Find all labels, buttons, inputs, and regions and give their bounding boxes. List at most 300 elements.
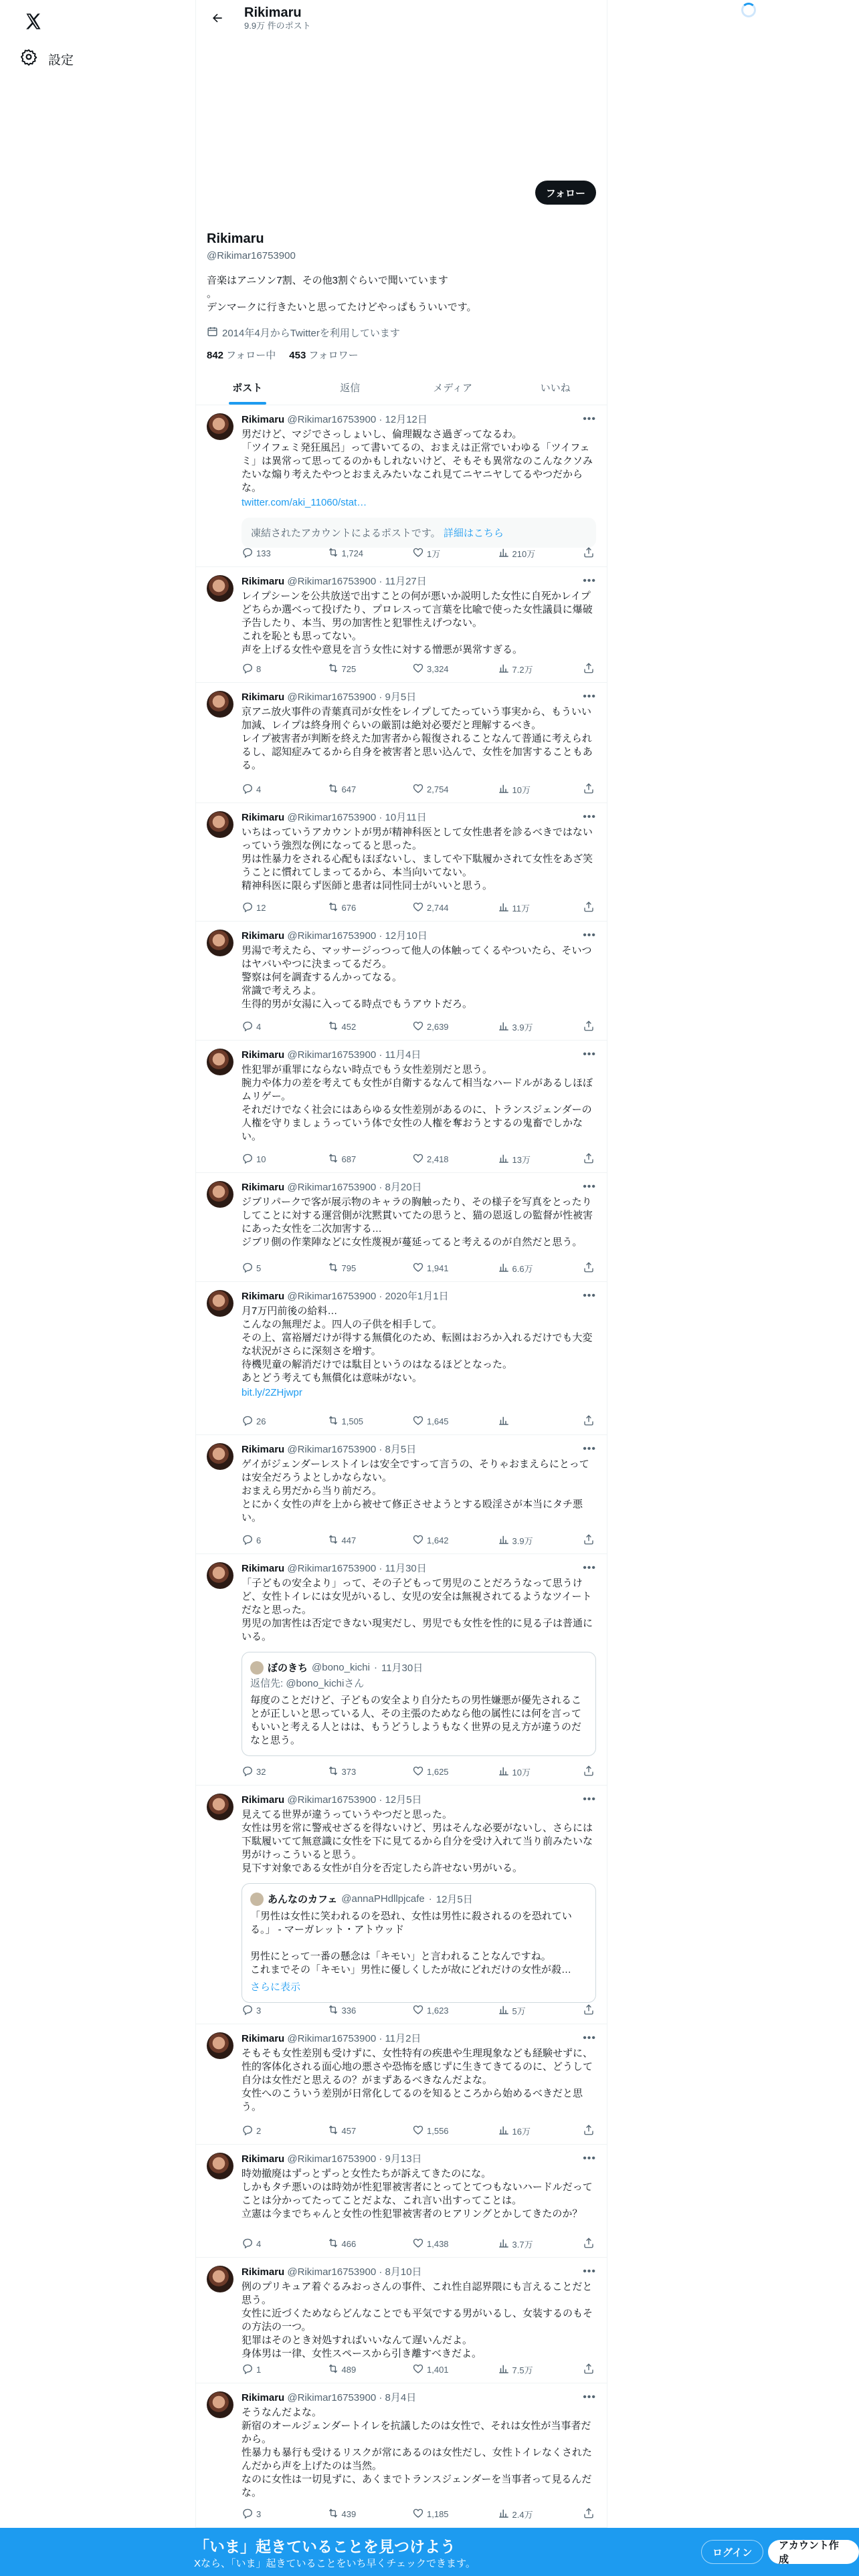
retweet-count: 489 xyxy=(341,2364,357,2375)
share-icon xyxy=(583,2124,595,2138)
share-button[interactable] xyxy=(583,2124,596,2137)
tweet-author-handle[interactable]: @Rikimar16753900 xyxy=(287,2266,377,2278)
like-button[interactable] xyxy=(412,782,490,796)
tweet-body xyxy=(242,1049,596,1144)
more-options-icon[interactable]: ••• xyxy=(583,691,596,702)
more-options-icon[interactable]: ••• xyxy=(583,2153,596,2164)
tweet-actions xyxy=(242,1020,596,1033)
x-logo-icon[interactable] xyxy=(20,8,47,35)
tab-media[interactable]: メディア xyxy=(433,382,473,394)
share-icon xyxy=(583,1533,595,1547)
reply-button[interactable] xyxy=(242,1261,319,1275)
more-options-icon[interactable]: ••• xyxy=(583,575,596,586)
share-icon xyxy=(583,2237,595,2251)
tweet-author-handle[interactable]: @Rikimar16753900 xyxy=(287,1794,377,1806)
tweet[interactable] xyxy=(196,2383,607,2528)
share-button[interactable] xyxy=(583,2004,596,2017)
quote-text: 「男性は女性に笑われるのを恐れ、女性は男性に殺されるのを恐れている。」 - マーガレット・アトウッド 男性にとって一番の懸念は「キモい」と言われることなんですね。 これまでその「キモい」男性に優しくしたが故にどれだけの女性が殺… xyxy=(250,1911,572,1975)
bar-chart-icon xyxy=(498,2363,510,2377)
view-count: 6.6万 xyxy=(512,1263,533,1274)
retweet-button[interactable] xyxy=(327,662,405,675)
views-button[interactable] xyxy=(498,2507,575,2520)
more-options-icon[interactable]: ••• xyxy=(583,1290,596,1301)
retweet-button[interactable] xyxy=(327,2363,405,2376)
tweet-author-name[interactable]: Rikimaru xyxy=(242,2153,285,2165)
heart-icon xyxy=(412,2237,424,2251)
tweet-author-name[interactable]: Rikimaru xyxy=(242,2392,285,2403)
share-button[interactable] xyxy=(583,546,596,560)
more-options-icon[interactable]: ••• xyxy=(583,1049,596,1060)
more-options-icon[interactable]: ••• xyxy=(583,1562,596,1574)
tweet-author-name[interactable]: Rikimaru xyxy=(242,2033,285,2044)
bar-chart-icon xyxy=(498,1765,510,1779)
tweet-author-handle[interactable]: @Rikimar16753900 xyxy=(287,1444,377,1455)
views-button[interactable] xyxy=(498,1414,575,1428)
following-count: 842 xyxy=(207,350,224,361)
share-button[interactable] xyxy=(583,1020,596,1033)
tweet-actions xyxy=(242,2124,596,2137)
retweet-count: 466 xyxy=(341,2238,357,2249)
views-button[interactable] xyxy=(498,1765,575,1778)
more-options-icon[interactable]: ••• xyxy=(583,2266,596,2277)
reply-icon xyxy=(242,2004,254,2018)
tweet-link[interactable]: twitter.com/aki_11060/stat… xyxy=(242,497,367,508)
avatar[interactable] xyxy=(207,930,233,956)
tweet[interactable] xyxy=(196,1173,607,1282)
views-button[interactable] xyxy=(498,2004,575,2017)
share-button[interactable] xyxy=(583,1765,596,1778)
avatar[interactable] xyxy=(207,1181,233,1208)
tweet-body xyxy=(242,1443,596,1525)
retweet-button[interactable] xyxy=(327,2124,405,2137)
tweet-author-name[interactable]: Rikimaru xyxy=(242,1182,285,1193)
retweet-button[interactable] xyxy=(327,1533,405,1547)
loading-spinner-icon xyxy=(741,3,756,17)
view-count: 3.9万 xyxy=(512,1535,533,1546)
retweet-icon xyxy=(327,2363,339,2377)
tweet[interactable] xyxy=(196,2258,607,2383)
retweet-icon xyxy=(327,546,339,560)
reply-button[interactable] xyxy=(242,901,319,914)
retweet-button[interactable] xyxy=(327,1020,405,1033)
tweet-author-handle[interactable]: @Rikimar16753900 xyxy=(287,1049,377,1061)
share-button[interactable] xyxy=(583,782,596,796)
tweet-text: 月7万円前後の給料… こんなの無理だよ。四人の子供を相手して。 その上、富裕層だけが得する無償化のため、転園はおろか入れるだけでも大変な状況がさらに深刻さを増す。 待機児童の解消だけでは駄目というのはなるほどとなった。 あとどう考えても無償化は意味がない。 xyxy=(242,1305,593,1384)
tweet-text: レイプシーンを公共放送で出すことの何が悪いか説明した女性に自死かレイプどちらか選べって投げたり、プロレスって言葉を比喩で使った女性議員に爆破予告したり、本当、男の加害性と犯罪性えげつない。 これを恥とも思ってない。 声を上げる女性や意見を言う女性に対する憎悪が異常すぎる。 xyxy=(242,591,593,655)
reply-icon xyxy=(242,2124,254,2138)
tweet[interactable] xyxy=(196,2024,607,2145)
retweet-button[interactable] xyxy=(327,1261,405,1275)
tweet[interactable] xyxy=(196,683,607,803)
tweet[interactable] xyxy=(196,567,607,683)
view-count: 13万 xyxy=(512,1154,531,1165)
tab-posts[interactable]: ポスト xyxy=(196,370,299,405)
reply-icon xyxy=(242,1533,254,1547)
like-count: 2,754 xyxy=(427,784,449,794)
tweet-actions xyxy=(242,1765,596,1778)
share-icon xyxy=(583,1152,595,1166)
tweet-date[interactable]: 8月20日 xyxy=(385,1182,422,1193)
bar-chart-icon xyxy=(498,1261,510,1275)
retweet-count: 1,724 xyxy=(341,548,364,558)
avatar[interactable] xyxy=(207,413,233,440)
tweet[interactable] xyxy=(196,1435,607,1554)
tab-likes[interactable]: いいね xyxy=(540,382,571,394)
avatar[interactable] xyxy=(207,2391,233,2418)
tweet-author-name[interactable]: Rikimaru xyxy=(242,812,285,823)
like-count: 1,625 xyxy=(427,1766,449,1777)
tweet-date[interactable]: 8月5日 xyxy=(385,1444,417,1455)
bar-chart-icon xyxy=(498,782,510,796)
retweet-icon xyxy=(327,1533,339,1547)
tweet-date[interactable]: 11月30日 xyxy=(385,1563,427,1574)
reply-button[interactable] xyxy=(242,1765,319,1778)
like-button[interactable] xyxy=(412,1261,490,1275)
tweet-header: Rikimaru @Rikimar16753900 · 8月5日 xyxy=(242,1444,417,1455)
tweet-date[interactable]: 8月4日 xyxy=(385,2392,417,2403)
tweet-actions xyxy=(242,662,596,675)
view-count: 10万 xyxy=(512,1767,531,1778)
tweet-text: いちはっていうアカウントが男が精神科医として女性患者を診るべきではないっていう強烈な例になってると思った。 男は性暴力をされる心配もほぼないし、ましてや下駄履かされて女性をあざ笑うことに慣れてしまってるから、本当向いてない。 精神科医に限らず医師と患者は同性同士がいいと思う。 xyxy=(242,827,593,891)
bar-chart-icon xyxy=(498,1533,510,1547)
tweet-date[interactable]: 12月12日 xyxy=(385,414,427,425)
share-button[interactable] xyxy=(583,1533,596,1547)
reply-button[interactable] xyxy=(242,2124,319,2137)
reply-button[interactable] xyxy=(242,2507,319,2520)
avatar[interactable] xyxy=(207,1794,233,1820)
share-button[interactable] xyxy=(583,1261,596,1275)
like-button[interactable] xyxy=(412,2124,490,2137)
avatar[interactable] xyxy=(207,1290,233,1317)
tweet-date[interactable]: 10月11日 xyxy=(385,812,427,823)
tweet-author-handle[interactable]: @Rikimar16753900 xyxy=(287,1563,377,1574)
retweet-icon xyxy=(327,2237,339,2251)
retweet-button[interactable] xyxy=(327,1152,405,1166)
tweet[interactable] xyxy=(196,405,607,567)
tweet-header: Rikimaru @Rikimar16753900 · 11月30日 xyxy=(242,1563,427,1574)
more-options-icon[interactable]: ••• xyxy=(583,1794,596,1805)
tweet-author-name[interactable]: Rikimaru xyxy=(242,1794,285,1806)
retweet-button[interactable] xyxy=(327,901,405,914)
like-count: 1,623 xyxy=(427,2005,449,2016)
retweet-button[interactable] xyxy=(327,546,405,560)
share-button[interactable] xyxy=(583,2237,596,2250)
views-button[interactable] xyxy=(498,1152,575,1166)
avatar[interactable] xyxy=(207,1049,233,1075)
reply-button[interactable] xyxy=(242,1152,319,1166)
more-options-icon[interactable]: ••• xyxy=(583,930,596,941)
retweet-icon xyxy=(327,2507,339,2521)
tweet[interactable] xyxy=(196,1041,607,1173)
tweet-text: 男だけど、マジでさっしょいし、倫理観なさ過ぎってなるわ。 「ツイフェミ発狂風呂」って書いてるの、おまえは正常でいわゆる「ツイフェミ」は異常って思ってるのかもしれないけど、そもそも異常なのこんなクソみたいな煽り考えたやつとおまえみたいなこれ見てニヤニヤしてるやつだからな。 xyxy=(242,429,593,494)
tweet-text: 例のプリキュア着ぐるみおっさんの事件、これ性自認界隈にも言えることだと思う。 女性に近づくためならどんなことでも平気でする男がいるし、女装するのもその方法の一つ。 犯罪はそのとき対処すればいいなんて遅いんだよ。 身体男は一律、女性スペースから引き離すべきだよ。 xyxy=(242,2281,593,2359)
retweet-icon xyxy=(327,662,339,676)
retweet-icon xyxy=(327,1020,339,1034)
heart-icon xyxy=(412,2507,424,2521)
profile-handle: @Rikimar16753900 xyxy=(207,250,296,261)
profile-header xyxy=(196,0,607,35)
followers-count: 453 xyxy=(289,350,306,361)
like-button[interactable] xyxy=(412,1152,490,1166)
back-arrow-icon[interactable] xyxy=(205,6,229,30)
avatar[interactable] xyxy=(207,811,233,838)
tweet-author-name[interactable]: Rikimaru xyxy=(242,2266,285,2278)
tweet-author-handle[interactable]: @Rikimar16753900 xyxy=(287,576,377,587)
like-button[interactable] xyxy=(412,2363,490,2376)
heart-icon xyxy=(412,662,424,676)
like-button[interactable] xyxy=(412,1414,490,1428)
follow-button[interactable]: フォロー xyxy=(535,181,596,205)
bar-chart-icon xyxy=(498,901,510,915)
tweet-body xyxy=(242,1181,596,1249)
more-options-icon[interactable]: ••• xyxy=(583,2032,596,2044)
tweet-author-name[interactable]: Rikimaru xyxy=(242,930,285,942)
bottom-bar-title: 「いま」起きていることを見つけよう xyxy=(194,2538,456,2555)
reply-icon xyxy=(242,782,254,796)
retweet-button[interactable] xyxy=(327,2507,405,2520)
view-count: 7.5万 xyxy=(512,2365,533,2375)
signup-button[interactable]: アカウント作成 xyxy=(768,2540,859,2564)
tweet-date[interactable]: 11月27日 xyxy=(385,576,427,587)
view-count: 16万 xyxy=(512,2126,531,2137)
share-button[interactable] xyxy=(583,1414,596,1428)
reply-icon xyxy=(242,1261,254,1275)
share-icon xyxy=(583,1414,595,1428)
avatar[interactable] xyxy=(207,1443,233,1470)
quote-avatar xyxy=(250,1661,264,1675)
tweet-body xyxy=(242,1794,596,2003)
like-button[interactable] xyxy=(412,1020,490,1033)
more-options-icon[interactable]: ••• xyxy=(583,811,596,823)
tweet-body xyxy=(242,2032,596,2114)
tweet-date[interactable]: 9月5日 xyxy=(385,691,417,703)
reply-icon xyxy=(242,1152,254,1166)
reply-count: 6 xyxy=(256,1535,262,1545)
tweet-author-handle[interactable]: @Rikimar16753900 xyxy=(287,1291,377,1302)
tweet-body xyxy=(242,575,596,657)
tweet[interactable] xyxy=(196,1282,607,1435)
reply-count: 26 xyxy=(256,1416,266,1426)
tweet-date[interactable]: 12月10日 xyxy=(385,930,427,942)
view-count: 5万 xyxy=(512,2006,526,2016)
tweet-author-handle[interactable]: @Rikimar16753900 xyxy=(287,2033,377,2044)
views-button[interactable] xyxy=(498,2363,575,2376)
bar-chart-icon xyxy=(498,2124,510,2138)
view-count: 11万 xyxy=(512,903,530,914)
tweet-date[interactable]: 12月5日 xyxy=(385,1794,422,1806)
tweet-date[interactable]: 2020年1月1日 xyxy=(385,1291,449,1302)
like-button[interactable] xyxy=(412,546,490,560)
tweet-text: 男湯で考えたら、マッサージっつって他人の体触ってくるやついたら、そいつはヤバいやつに決まってるだろ。 警察は何を調査するんかってなる。 常識で考えろよ。 生得的男が女湯に入ってる時点でもうアウトだろ。 xyxy=(242,945,592,1010)
views-button[interactable] xyxy=(498,782,575,796)
heart-icon xyxy=(412,1261,424,1275)
settings-label: 設定 xyxy=(48,53,74,68)
share-button[interactable] xyxy=(583,901,596,914)
more-options-icon[interactable]: ••• xyxy=(583,1181,596,1192)
tweet-author-name[interactable]: Rikimaru xyxy=(242,414,285,425)
show-more-link[interactable]: さらに表示 xyxy=(250,1981,301,1993)
heart-icon xyxy=(412,546,424,560)
reply-count: 12 xyxy=(256,902,266,913)
reply-count: 1 xyxy=(256,2364,262,2375)
like-count: 3,324 xyxy=(427,663,449,674)
retweet-count: 373 xyxy=(341,1766,357,1777)
tweet-author-handle[interactable]: @Rikimar16753900 xyxy=(287,2153,377,2165)
tweet-author-name[interactable]: Rikimaru xyxy=(242,1444,285,1455)
tweet[interactable] xyxy=(196,1554,607,1786)
quote-reply-to: 返信先: @bono_kichiさん xyxy=(250,1678,365,1689)
like-count: 1,645 xyxy=(427,1416,449,1426)
avatar[interactable] xyxy=(207,2153,233,2179)
tweet-author-name[interactable]: Rikimaru xyxy=(242,691,285,703)
bar-chart-icon xyxy=(498,2004,510,2018)
like-button[interactable] xyxy=(412,2237,490,2250)
reply-button[interactable] xyxy=(242,662,319,675)
like-count: 2,744 xyxy=(427,902,449,913)
retweet-button[interactable] xyxy=(327,2004,405,2017)
retweet-count: 725 xyxy=(341,663,357,674)
reply-button[interactable] xyxy=(242,782,319,796)
notice-details-link[interactable]: 詳細はこちら xyxy=(443,528,504,539)
bar-chart-icon xyxy=(498,662,510,676)
tweet-actions xyxy=(242,2507,596,2520)
tweet-header: Rikimaru @Rikimar16753900 · 10月11日 xyxy=(242,812,427,823)
tweet-author-name[interactable]: Rikimaru xyxy=(242,1049,285,1061)
views-button[interactable] xyxy=(498,1533,575,1547)
share-button[interactable] xyxy=(583,1152,596,1166)
tweet-date[interactable]: 11月4日 xyxy=(385,1049,421,1061)
settings-link[interactable] xyxy=(20,48,74,70)
tweet-header: Rikimaru @Rikimar16753900 · 2020年1月1日 xyxy=(242,1291,449,1302)
share-button[interactable] xyxy=(583,2363,596,2376)
like-button[interactable] xyxy=(412,901,490,914)
tweet[interactable] xyxy=(196,922,607,1041)
reply-count: 133 xyxy=(256,548,271,558)
tweet-date[interactable]: 8月10日 xyxy=(385,2266,422,2278)
more-options-icon[interactable]: ••• xyxy=(583,413,596,425)
tweet-author-handle[interactable]: @Rikimar16753900 xyxy=(287,2392,377,2403)
views-button[interactable] xyxy=(498,901,575,914)
tweet-author-handle[interactable]: @Rikimar16753900 xyxy=(287,414,377,425)
reply-button[interactable] xyxy=(242,2363,319,2376)
reply-button[interactable] xyxy=(242,546,319,560)
tweet-header: Rikimaru @Rikimar16753900 · 11月4日 xyxy=(242,1049,421,1061)
retweet-count: 452 xyxy=(341,1021,357,1032)
tweet-author-name[interactable]: Rikimaru xyxy=(242,1291,285,1302)
retweet-count: 447 xyxy=(341,1535,357,1545)
reply-button[interactable] xyxy=(242,2237,319,2250)
share-button[interactable] xyxy=(583,2507,596,2520)
quoted-tweet[interactable] xyxy=(242,1883,596,2003)
retweet-count: 336 xyxy=(341,2005,357,2016)
like-button[interactable] xyxy=(412,662,490,675)
tweet-text: そもそも女性差別も受けずに、女性特有の疾患や生理現象なども経験せずに、性的客体化される面心地の悪さや恐怖を感じずに生きてきてるのに、どうして自分は女性だと思えるの？がまずあるべきなんだよな。 女性へのこういう差別が日常化してるのを知るところから始めるべきだと思う。 xyxy=(242,2048,593,2113)
header-post-count: 9.9万 件のポスト xyxy=(244,20,311,31)
tweet-author-name[interactable]: Rikimaru xyxy=(242,576,285,587)
heart-icon xyxy=(412,782,424,796)
avatar[interactable] xyxy=(207,575,233,602)
tweet[interactable] xyxy=(196,803,607,922)
quoted-tweet[interactable] xyxy=(242,1652,596,1756)
tweet-date[interactable]: 11月2日 xyxy=(385,2033,421,2044)
tweet-header: Rikimaru @Rikimar16753900 · 11月27日 xyxy=(242,576,427,587)
tweet-author-handle[interactable]: @Rikimar16753900 xyxy=(287,691,377,703)
tweet[interactable] xyxy=(196,2145,607,2258)
tweet-actions xyxy=(242,901,596,914)
more-options-icon[interactable]: ••• xyxy=(583,2391,596,2403)
views-button[interactable] xyxy=(498,1020,575,1033)
views-button[interactable] xyxy=(498,2237,575,2250)
tweet-body xyxy=(242,413,596,548)
views-button[interactable] xyxy=(498,662,575,675)
reply-icon xyxy=(242,1765,254,1779)
views-button[interactable] xyxy=(498,2124,575,2137)
view-count: 7.2万 xyxy=(512,664,533,675)
retweet-button[interactable] xyxy=(327,1414,405,1428)
heart-icon xyxy=(412,1533,424,1547)
bar-chart-icon xyxy=(498,2507,510,2521)
retweet-button[interactable] xyxy=(327,782,405,796)
reply-button[interactable] xyxy=(242,1533,319,1547)
tweet-author-handle[interactable]: @Rikimar16753900 xyxy=(287,930,377,942)
retweet-button[interactable] xyxy=(327,2237,405,2250)
like-button[interactable] xyxy=(412,2004,490,2017)
quote-author-handle: @annaPHdllpjcafe xyxy=(341,1893,425,1905)
views-button[interactable] xyxy=(498,1261,575,1275)
retweet-icon xyxy=(327,901,339,915)
bar-chart-icon xyxy=(498,1414,510,1428)
reply-icon xyxy=(242,2363,254,2377)
tweet-header: Rikimaru @Rikimar16753900 · 12月10日 xyxy=(242,930,427,942)
retweet-icon xyxy=(327,2124,339,2138)
reply-button[interactable] xyxy=(242,1414,319,1428)
avatar[interactable] xyxy=(207,1562,233,1589)
login-button[interactable]: ログイン xyxy=(701,2540,763,2564)
gear-icon xyxy=(20,48,37,70)
retweet-count: 1,505 xyxy=(341,1416,364,1426)
share-button[interactable] xyxy=(583,662,596,675)
followers-link[interactable] xyxy=(289,348,358,362)
quote-text: 毎度のことだけど、子どもの安全より自分たちの男性嫌悪が優先されることが正しいと思っている人、その主張のためなら他の属性には何を言ってもいいと考える人とはは、もうどうしようもなく世界の見え方が違うのだなと思う。 xyxy=(250,1695,582,1746)
tweet-author-handle[interactable]: @Rikimar16753900 xyxy=(287,1182,377,1193)
tweet-link[interactable]: bit.ly/2ZHjwpr xyxy=(242,1387,302,1398)
more-options-icon[interactable]: ••• xyxy=(583,1443,596,1455)
tweet-author-name[interactable]: Rikimaru xyxy=(242,1563,285,1574)
avatar[interactable] xyxy=(207,2032,233,2059)
retweet-icon xyxy=(327,1152,339,1166)
views-button[interactable] xyxy=(498,546,575,560)
reply-icon xyxy=(242,2237,254,2251)
reply-button[interactable] xyxy=(242,2004,319,2017)
tab-replies[interactable]: 返信 xyxy=(340,382,361,394)
calendar-icon xyxy=(207,326,218,340)
like-button[interactable] xyxy=(412,1533,490,1547)
tweet[interactable] xyxy=(196,1786,607,2024)
avatar[interactable] xyxy=(207,2266,233,2292)
like-button[interactable] xyxy=(412,2507,490,2520)
tweet-author-handle[interactable]: @Rikimar16753900 xyxy=(287,812,377,823)
reply-button[interactable] xyxy=(242,1020,319,1033)
like-count: 2,639 xyxy=(427,1021,449,1032)
following-link[interactable] xyxy=(207,348,276,362)
heart-icon xyxy=(412,1414,424,1428)
like-button[interactable] xyxy=(412,1765,490,1778)
avatar[interactable] xyxy=(207,691,233,718)
tweet-date[interactable]: 9月13日 xyxy=(385,2153,422,2165)
retweet-button[interactable] xyxy=(327,1765,405,1778)
bar-chart-icon xyxy=(498,1152,510,1166)
followers-label: フォロワー xyxy=(308,350,359,361)
